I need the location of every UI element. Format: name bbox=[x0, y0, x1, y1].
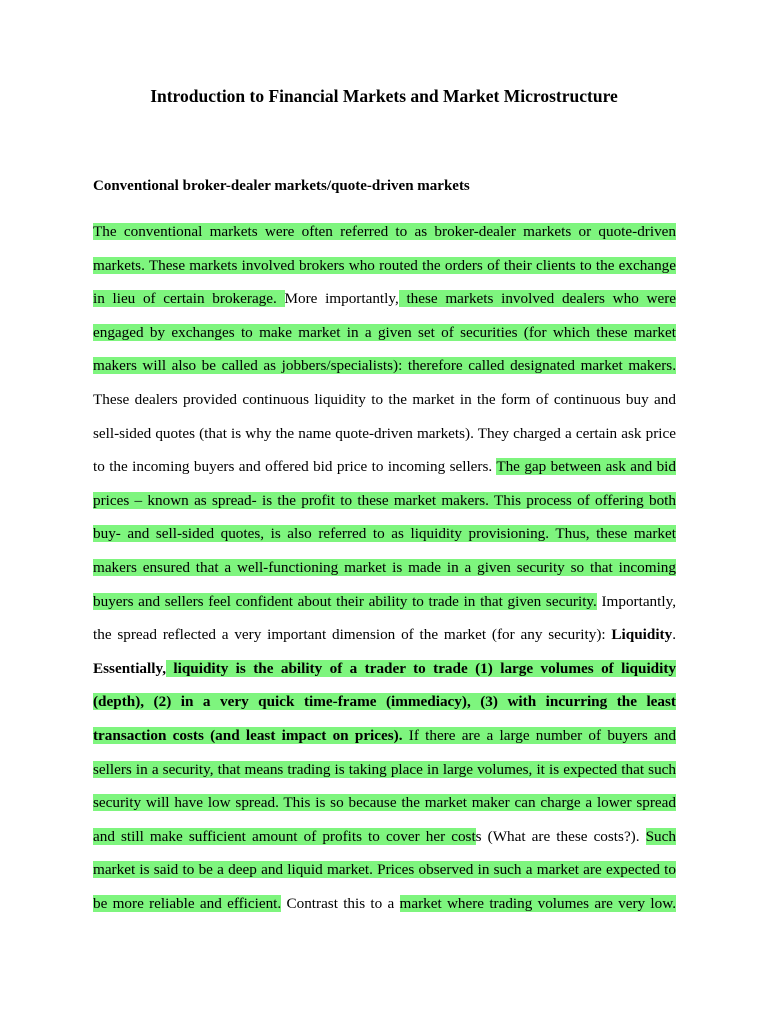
highlighted-text: makers ensured that a well-functioning market is made in a given security so that incoming bbox=[93, 559, 676, 576]
section-heading: Conventional broker-dealer markets/quote-driven markets bbox=[93, 178, 470, 194]
highlighted-text: these markets involved dealers who were bbox=[398, 290, 676, 308]
text-line bbox=[93, 491, 676, 511]
highlighted-text: sellers in a security, that means trading is taking place in large volumes, it is expected that such bbox=[93, 760, 676, 778]
text-line bbox=[93, 356, 676, 376]
text-run: Contrast this to a bbox=[281, 895, 400, 912]
text-line bbox=[93, 256, 676, 276]
text-line bbox=[93, 692, 676, 712]
text-line bbox=[93, 726, 676, 746]
text-line bbox=[93, 524, 676, 544]
text-line bbox=[93, 894, 676, 914]
highlighted-text: market where trading volumes are very low. bbox=[399, 895, 676, 912]
highlighted-text: security will have low spread. This is so because the market maker can charge a lower spread bbox=[93, 794, 676, 812]
text-line bbox=[93, 424, 676, 444]
text-line bbox=[93, 659, 676, 679]
highlighted-text: markets. These markets involved brokers who routed the orders of their clients to the exchange bbox=[93, 256, 676, 274]
text-line bbox=[93, 625, 676, 645]
document-title: Introduction to Financial Markets and Market Microstructure bbox=[150, 86, 618, 106]
highlighted-text: prices – known as spread- is the profit to these market makers. This process of offering both bbox=[93, 491, 676, 509]
highlighted-text: Such bbox=[645, 827, 676, 845]
highlighted-text: The gap between ask and bid bbox=[496, 458, 676, 476]
text-run: Liquidity bbox=[611, 626, 673, 644]
highlighted-text: transaction costs (and least impact on prices). bbox=[93, 727, 403, 744]
text-line bbox=[93, 592, 676, 612]
highlighted-text: be more reliable and efficient. bbox=[93, 895, 282, 912]
highlighted-text: and still make sufficient amount of profits to cover her cost bbox=[93, 827, 476, 845]
highlighted-text: makers will also be called as jobbers/specialists): therefore called designated market makers. bbox=[93, 357, 676, 375]
text-line bbox=[93, 289, 676, 309]
text-run: . bbox=[672, 626, 676, 644]
text-run: More importantly, bbox=[284, 290, 399, 308]
text-run: to the incoming buyers and offered bid price to incoming sellers. bbox=[93, 458, 497, 476]
text-line bbox=[93, 827, 676, 847]
highlighted-text: liquidity is the ability of a trader to trade (1) large volumes of liquidity bbox=[166, 659, 676, 677]
highlighted-text: The conventional markets were often referred to as broker-dealer markets or quote-driven bbox=[93, 223, 676, 240]
highlighted-text: engaged by exchanges to make market in a given set of securities (for which these market bbox=[93, 323, 676, 341]
text-run: sell-sided quotes (that is why the name quote-driven markets). They charged a certain ask price bbox=[93, 424, 676, 442]
text-run: Essentially, bbox=[93, 659, 167, 677]
text-run: These dealers provided continuous liquidity to the market in the form of continuous buy and bbox=[93, 391, 676, 408]
highlighted-text: market is said to be a deep and liquid market. Prices observed in such a market are expected to bbox=[93, 861, 676, 879]
highlighted-text: in lieu of certain brokerage. bbox=[93, 290, 285, 308]
text-line bbox=[93, 222, 676, 242]
text-line bbox=[93, 323, 676, 343]
text-line bbox=[93, 558, 676, 578]
text-line bbox=[93, 793, 676, 813]
highlighted-text: If there are a large number of buyers and bbox=[402, 727, 676, 744]
text-line bbox=[93, 390, 676, 410]
highlighted-text: (depth), (2) in a very quick time-frame (immediacy), (3) with incurring the least bbox=[93, 693, 676, 711]
highlighted-text: buy- and sell-sided quotes, is also referred to as liquidity provisioning. Thus, these market bbox=[93, 525, 676, 543]
text-line bbox=[93, 860, 676, 880]
text-line bbox=[93, 457, 676, 477]
text-run: the spread reflected a very important dimension of the market (for any security): bbox=[93, 626, 612, 644]
text-line bbox=[93, 760, 676, 780]
text-run: Importantly, bbox=[596, 592, 676, 610]
text-run: s (What are these costs?). bbox=[475, 827, 646, 845]
highlighted-text: buyers and sellers feel confident about their ability to trade in that given security. bbox=[93, 592, 597, 610]
